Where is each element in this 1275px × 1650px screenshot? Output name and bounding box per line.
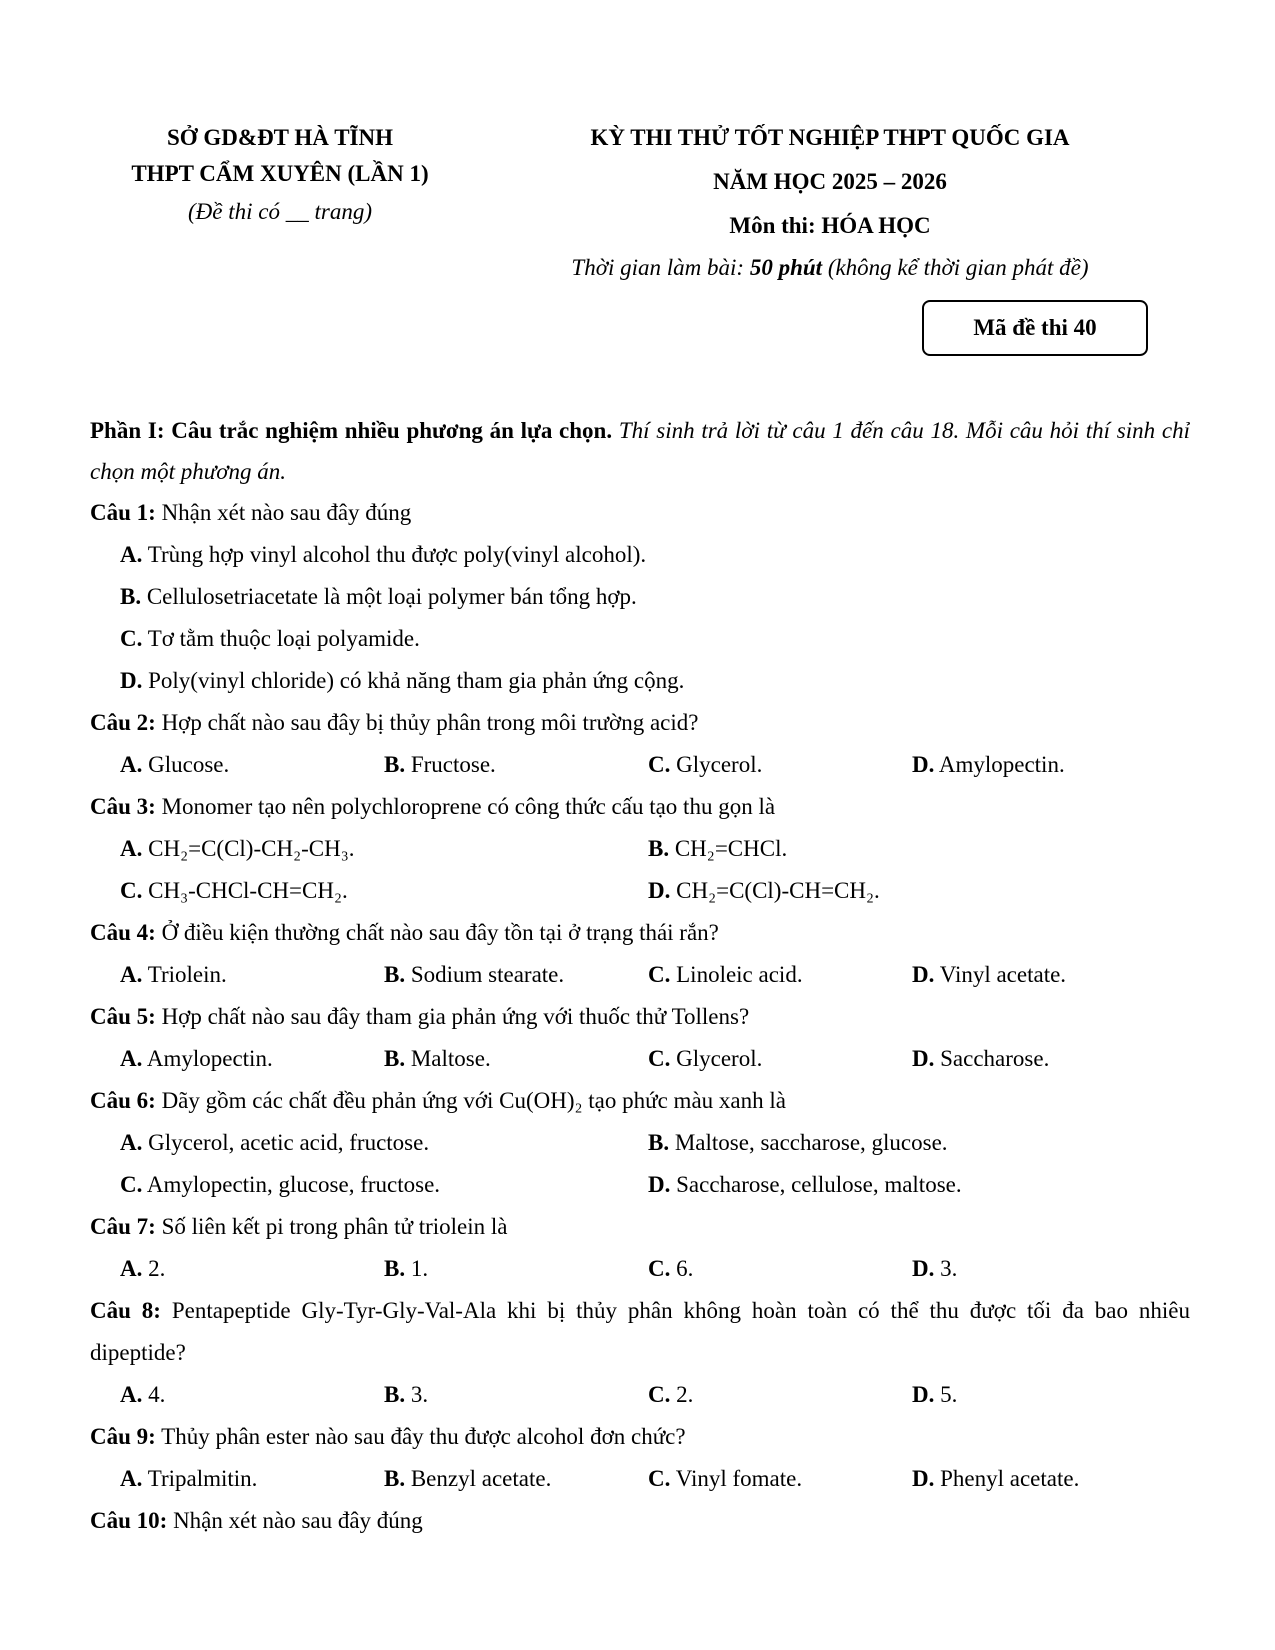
option-group (90, 828, 1190, 870)
option-letter: A. (120, 542, 143, 567)
option-text: Maltose, saccharose, glucose. (669, 1130, 948, 1155)
option (120, 954, 384, 996)
school-year: NĂM HỌC 2025 – 2026 (713, 169, 947, 194)
question-label: Câu 2: (90, 710, 156, 735)
option-letter: A. (120, 1466, 143, 1491)
question-text: Dãy gồm các chất đều phản ứng với Cu(OH)₂ tạo phức màu xanh là (155, 1088, 786, 1113)
option-letter: C. (120, 878, 143, 903)
option (120, 1038, 384, 1080)
option-text: Benzyl acetate. (405, 1466, 552, 1491)
option-text: Fructose. (405, 752, 496, 777)
option-text: Maltose. (405, 1046, 491, 1071)
question-label: Câu 10: (90, 1508, 168, 1533)
option-text: Phenyl acetate. (934, 1466, 1080, 1491)
option-letter: A. (120, 1256, 143, 1281)
question-text: Nhận xét nào sau đây đúng (155, 500, 412, 525)
option-letter: D. (912, 962, 935, 987)
option (384, 954, 648, 996)
option (120, 1164, 648, 1206)
question-stem (90, 1500, 1190, 1542)
time-note (520, 250, 1140, 286)
option-group (90, 1458, 1190, 1500)
option-text: CH₂=CHCl. (669, 836, 788, 861)
question-label: Câu 3: (90, 794, 156, 819)
option (120, 1458, 384, 1500)
option-text: 5. (934, 1382, 958, 1407)
option (120, 1122, 648, 1164)
option-text: 4. (142, 1382, 166, 1407)
option-text: 1. (405, 1256, 429, 1281)
question-label: Câu 6: (90, 1088, 156, 1113)
page-count-note: (Đề thi có __ trang) (188, 199, 372, 224)
question-stem (90, 1080, 1190, 1122)
time-value: 50 phút (749, 255, 823, 280)
option (648, 1248, 912, 1290)
option (912, 1038, 1176, 1080)
option-text: Amylopectin, glucose, fructose. (142, 1172, 441, 1197)
option-letter: B. (648, 1130, 670, 1155)
option-text: 2. (142, 1256, 166, 1281)
option-text: Saccharose. (934, 1046, 1050, 1071)
option-text: Amylopectin. (142, 1046, 273, 1071)
option-letter: D. (648, 878, 671, 903)
option-group (90, 534, 1190, 702)
option (912, 954, 1176, 996)
option-group (90, 744, 1190, 786)
option-letter: C. (648, 1046, 671, 1071)
option-letter: B. (384, 752, 406, 777)
option-group (90, 870, 1190, 912)
option-letter: C. (120, 626, 143, 651)
option (648, 1374, 912, 1416)
exam-code-box: Mã đề thi 40 (922, 300, 1148, 356)
option-letter: D. (912, 1046, 935, 1071)
exam-content (90, 410, 1190, 1542)
option (384, 1374, 648, 1416)
question-stem (90, 786, 1190, 828)
option-letter: C. (120, 1172, 143, 1197)
option-text: Glucose. (142, 752, 230, 777)
option (648, 1164, 1176, 1206)
question-text: Pentapeptide Gly-Tyr-Gly-Val-Ala khi bị thủy phân không hoàn toàn có thể thu được tối đa bao nhiêu dipeptide? (90, 1298, 1190, 1365)
option-text: Amylopectin. (934, 752, 1065, 777)
question-text: Hợp chất nào sau đây tham gia phản ứng với thuốc thử Tollens? (155, 1004, 750, 1029)
option (912, 1248, 1176, 1290)
option-text: 3. (934, 1256, 958, 1281)
option (120, 618, 1190, 660)
time-suffix: (không kể thời gian phát đề) (822, 255, 1089, 280)
option (648, 1458, 912, 1500)
option (384, 744, 648, 786)
option-group (90, 1164, 1190, 1206)
option (912, 744, 1176, 786)
option-letter: B. (384, 1466, 406, 1491)
option (120, 744, 384, 786)
option-group (90, 1122, 1190, 1164)
part-title: Phần I: Câu trắc nghiệm nhiều phương án lựa chọn. (90, 418, 613, 443)
option (120, 1374, 384, 1416)
option-letter: C. (648, 752, 671, 777)
option-text: Vinyl fomate. (670, 1466, 803, 1491)
question-stem (90, 1206, 1190, 1248)
option-letter: B. (120, 584, 142, 609)
option-letter: A. (120, 752, 143, 777)
option-letter: B. (384, 1382, 406, 1407)
option (648, 1038, 912, 1080)
option (648, 828, 1176, 870)
question-label: Câu 7: (90, 1214, 156, 1239)
option-text: CH₃-CHCl-CH=CH₂. (142, 878, 348, 903)
option (648, 1122, 1176, 1164)
option-group (90, 1248, 1190, 1290)
option (120, 534, 1190, 576)
option-text: Sodium stearate. (405, 962, 565, 987)
option-text: Glycerol. (670, 752, 763, 777)
question-text: Thủy phân ester nào sau đây thu được alcohol đơn chức? (155, 1424, 686, 1449)
option (648, 870, 1176, 912)
question-label: Câu 1: (90, 500, 156, 525)
option (120, 660, 1190, 702)
question-label: Câu 5: (90, 1004, 156, 1029)
question-stem (90, 702, 1190, 744)
question-label: Câu 4: (90, 920, 156, 945)
option-text: 3. (405, 1382, 429, 1407)
option (120, 1248, 384, 1290)
question-stem (90, 1416, 1190, 1458)
subject-title: Môn thi: HÓA HỌC (729, 213, 931, 238)
option-letter: A. (120, 836, 143, 861)
option-text: Tripalmitin. (142, 1466, 258, 1491)
option-letter: B. (384, 1256, 406, 1281)
option (384, 1458, 648, 1500)
option-letter: D. (912, 1382, 935, 1407)
option-group (90, 1374, 1190, 1416)
option (912, 1374, 1176, 1416)
time-prefix: Thời gian làm bài: (571, 255, 750, 280)
question-text: Ở điều kiện thường chất nào sau đây tồn tại ở trạng thái rắn? (155, 920, 719, 945)
option-letter: A. (120, 1046, 143, 1071)
option-text: Vinyl acetate. (934, 962, 1067, 987)
option-text: Triolein. (142, 962, 227, 987)
exam-title: KỲ THI THỬ TỐT NGHIỆP THPT QUỐC GIA (590, 125, 1070, 150)
question-text: Nhận xét nào sau đây đúng (167, 1508, 423, 1533)
option (384, 1038, 648, 1080)
question-stem (90, 1290, 1190, 1374)
option-text: Glycerol, acetic acid, fructose. (142, 1130, 430, 1155)
option-text: CH₂=C(Cl)-CH=CH₂. (670, 878, 880, 903)
part-intro (90, 410, 1190, 492)
option-group (90, 1038, 1190, 1080)
option-letter: D. (912, 752, 935, 777)
question-text: Hợp chất nào sau đây bị thủy phân trong môi trường acid? (155, 710, 699, 735)
option-text: Poly(vinyl chloride) có khả năng tham gia phản ứng cộng. (142, 668, 685, 693)
question-stem (90, 492, 1190, 534)
option-letter: A. (120, 1382, 143, 1407)
option-letter: A. (120, 1130, 143, 1155)
option-text: Tơ tằm thuộc loại polyamide. (142, 626, 420, 651)
option-letter: D. (912, 1466, 935, 1491)
question-text: Monomer tạo nên polychloroprene có công thức cấu tạo thu gọn là (155, 794, 776, 819)
option (384, 1248, 648, 1290)
option-group (90, 954, 1190, 996)
option (120, 828, 648, 870)
option-letter: C. (648, 1466, 671, 1491)
option-text: Glycerol. (670, 1046, 763, 1071)
option-text: Cellulosetriacetate là một loại polymer bán tổng hợp. (141, 584, 637, 609)
option (120, 576, 1190, 618)
option-text: 2. (670, 1382, 694, 1407)
option-letter: B. (648, 836, 670, 861)
option (120, 870, 648, 912)
option-text: CH₂=C(Cl)-CH₂-CH₃. (142, 836, 355, 861)
school-name: THPT CẨM XUYÊN (LẦN 1) (131, 161, 429, 186)
option-letter: B. (384, 1046, 406, 1071)
option-letter: A. (120, 962, 143, 987)
question-text: Số liên kết pi trong phân tử triolein là (155, 1214, 508, 1239)
part-instruction: Thí sinh trả lời từ câu 1 đến câu 18. Mỗi câu hỏi thí sinh chỉ chọn một phương án. (90, 418, 1190, 484)
option-letter: B. (384, 962, 406, 987)
option (648, 744, 912, 786)
option-text: Linoleic acid. (670, 962, 803, 987)
header-right (520, 120, 1140, 286)
option-text: Trùng hợp vinyl alcohol thu được poly(vinyl alcohol). (142, 542, 647, 567)
header-left (90, 120, 470, 232)
department-name: SỞ GD&ĐT HÀ TĨNH (166, 125, 393, 150)
question-label: Câu 8: (90, 1298, 161, 1323)
option-letter: D. (120, 668, 143, 693)
option-letter: C. (648, 1382, 671, 1407)
question-label: Câu 9: (90, 1424, 156, 1449)
option-letter: C. (648, 962, 671, 987)
option-text: Saccharose, cellulose, maltose. (670, 1172, 962, 1197)
option (648, 954, 912, 996)
question-stem (90, 912, 1190, 954)
option-text: 6. (670, 1256, 694, 1281)
option-letter: D. (912, 1256, 935, 1281)
option (912, 1458, 1176, 1500)
option-letter: D. (648, 1172, 671, 1197)
question-stem (90, 996, 1190, 1038)
option-letter: C. (648, 1256, 671, 1281)
